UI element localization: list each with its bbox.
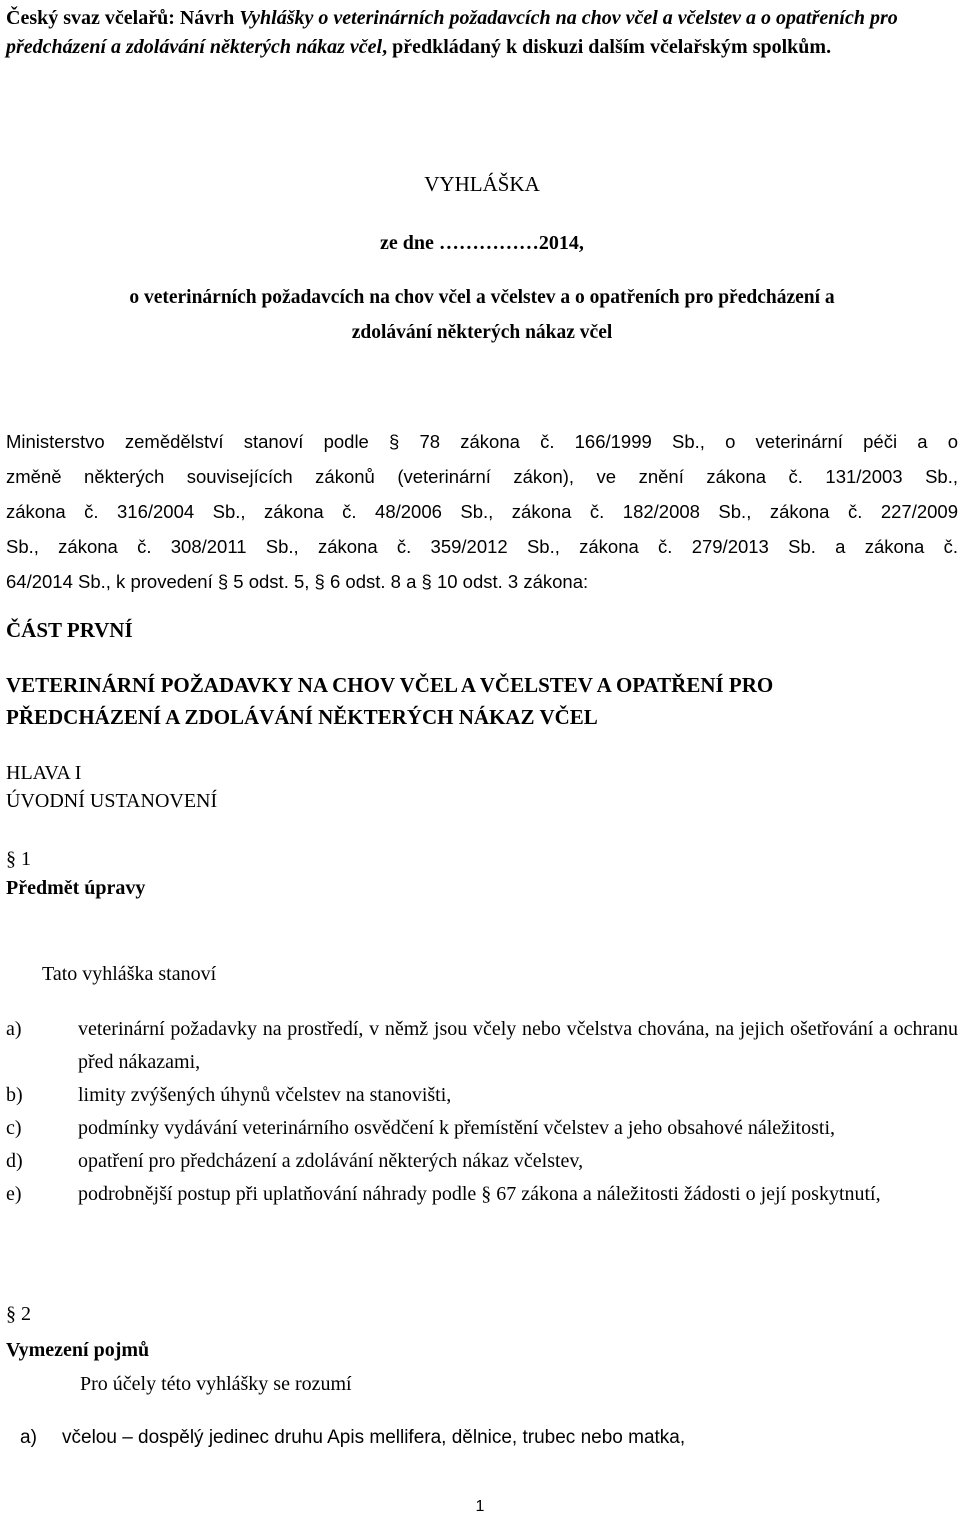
preamble (6, 424, 958, 599)
list-item-text: včelou – dospělý jedinec druhu Apis mellifera, dělnice, trubec nebo matka, (62, 1427, 686, 1448)
section1-intro: Tato vyhláška stanoví (42, 963, 217, 985)
chapter-heading: HLAVA I (6, 762, 82, 784)
chapter-title: ÚVODNÍ USTANOVENÍ (6, 790, 218, 812)
list-item (6, 1112, 958, 1145)
header-suffix: , předkládaný k diskuzi dalším včelařským spolkům. (382, 36, 832, 58)
list-item-label: e) (6, 1183, 22, 1205)
decree-subtitle-line2: zdolávání některých nákaz včel (351, 322, 613, 343)
section1-number: § 1 (6, 848, 31, 870)
list-item-label: d) (6, 1150, 23, 1172)
decree-subtitle-line1: o veterinárních požadavcích na chov včel a včelstev a o opatřeních pro předcházení a (129, 287, 835, 308)
list-item (6, 1145, 958, 1178)
preamble-line: změně některých souvisejících zákonů (veterinární zákon), ve znění zákona č. 131/2003 Sb., (6, 466, 958, 487)
list-item-label: a) (6, 1018, 22, 1040)
list-item (6, 1178, 958, 1211)
section2-title: Vymezení pojmů (6, 1339, 150, 1361)
part-title-line2: PŘEDCHÁZENÍ A ZDOLÁVÁNÍ NĚKTERÝCH NÁKAZ VČEL (6, 705, 598, 729)
section2-intro: Pro účely této vyhlášky se rozumí (80, 1373, 352, 1395)
section2-number: § 2 (6, 1303, 31, 1325)
list-item-label: b) (6, 1084, 23, 1106)
page-number: 1 (475, 1498, 485, 1515)
section2-item (20, 1427, 958, 1449)
preamble-line: zákona č. 316/2004 Sb., zákona č. 48/2006 Sb., zákona č. 182/2008 Sb., zákona č. 227/2009 (6, 501, 958, 522)
preamble-line: Sb., zákona č. 308/2011 Sb., zákona č. 359/2012 Sb., zákona č. 279/2013 Sb. a zákona č. (6, 536, 958, 557)
list-item (6, 1079, 958, 1112)
part-heading: ČÁST PRVNÍ (6, 618, 133, 642)
decree-date-line: ze dne ……………2014, (380, 232, 584, 254)
section1-title: Předmět úpravy (6, 877, 146, 899)
section1-list (6, 1013, 958, 1211)
decree-title: VYHLÁŠKA (424, 172, 540, 196)
preamble-line: 64/2014 Sb., k provedení § 5 odst. 5, § 6 odst. 8 a § 10 odst. 3 zákona: (6, 571, 589, 592)
header-italic-title: Vyhlášky o veterinárních požadavcích na chov včel a včelstev a o opatřeních pro předcházení a zdolávání některých nákaz včel (6, 7, 898, 58)
list-item-text: opatření pro předcházení a zdolávání některých nákaz včelstev, (78, 1150, 584, 1172)
list-item-text: podmínky vydávání veterinárního osvědčení k přemístění včelstev a jeho obsahové náležitosti, (78, 1117, 836, 1139)
list-item-text: veterinární požadavky na prostředí, v němž jsou včely nebo včelstva chována, na jejich ošetřování a ochranu před nákazami, (78, 1018, 958, 1073)
list-item-label: a) (20, 1427, 37, 1448)
list-item-label: c) (6, 1117, 22, 1139)
list-item (6, 1013, 958, 1079)
header-prefix: Český svaz včelařů: Návrh (6, 7, 240, 29)
list-item-text: podrobnější postup při uplatňování náhrady podle § 67 zákona a náležitosti žádosti o její poskytnutí, (78, 1183, 881, 1205)
preamble-line: Ministerstvo zemědělství stanoví podle § 78 zákona č. 166/1999 Sb., o veterinární péči a o (6, 431, 958, 452)
document-header (6, 4, 958, 62)
part-title-line1: VETERINÁRNÍ POŽADAVKY NA CHOV VČEL A VČELSTEV A OPATŘENÍ PRO (6, 673, 774, 697)
list-item-text: limity zvýšených úhynů včelstev na stanovišti, (78, 1084, 452, 1106)
